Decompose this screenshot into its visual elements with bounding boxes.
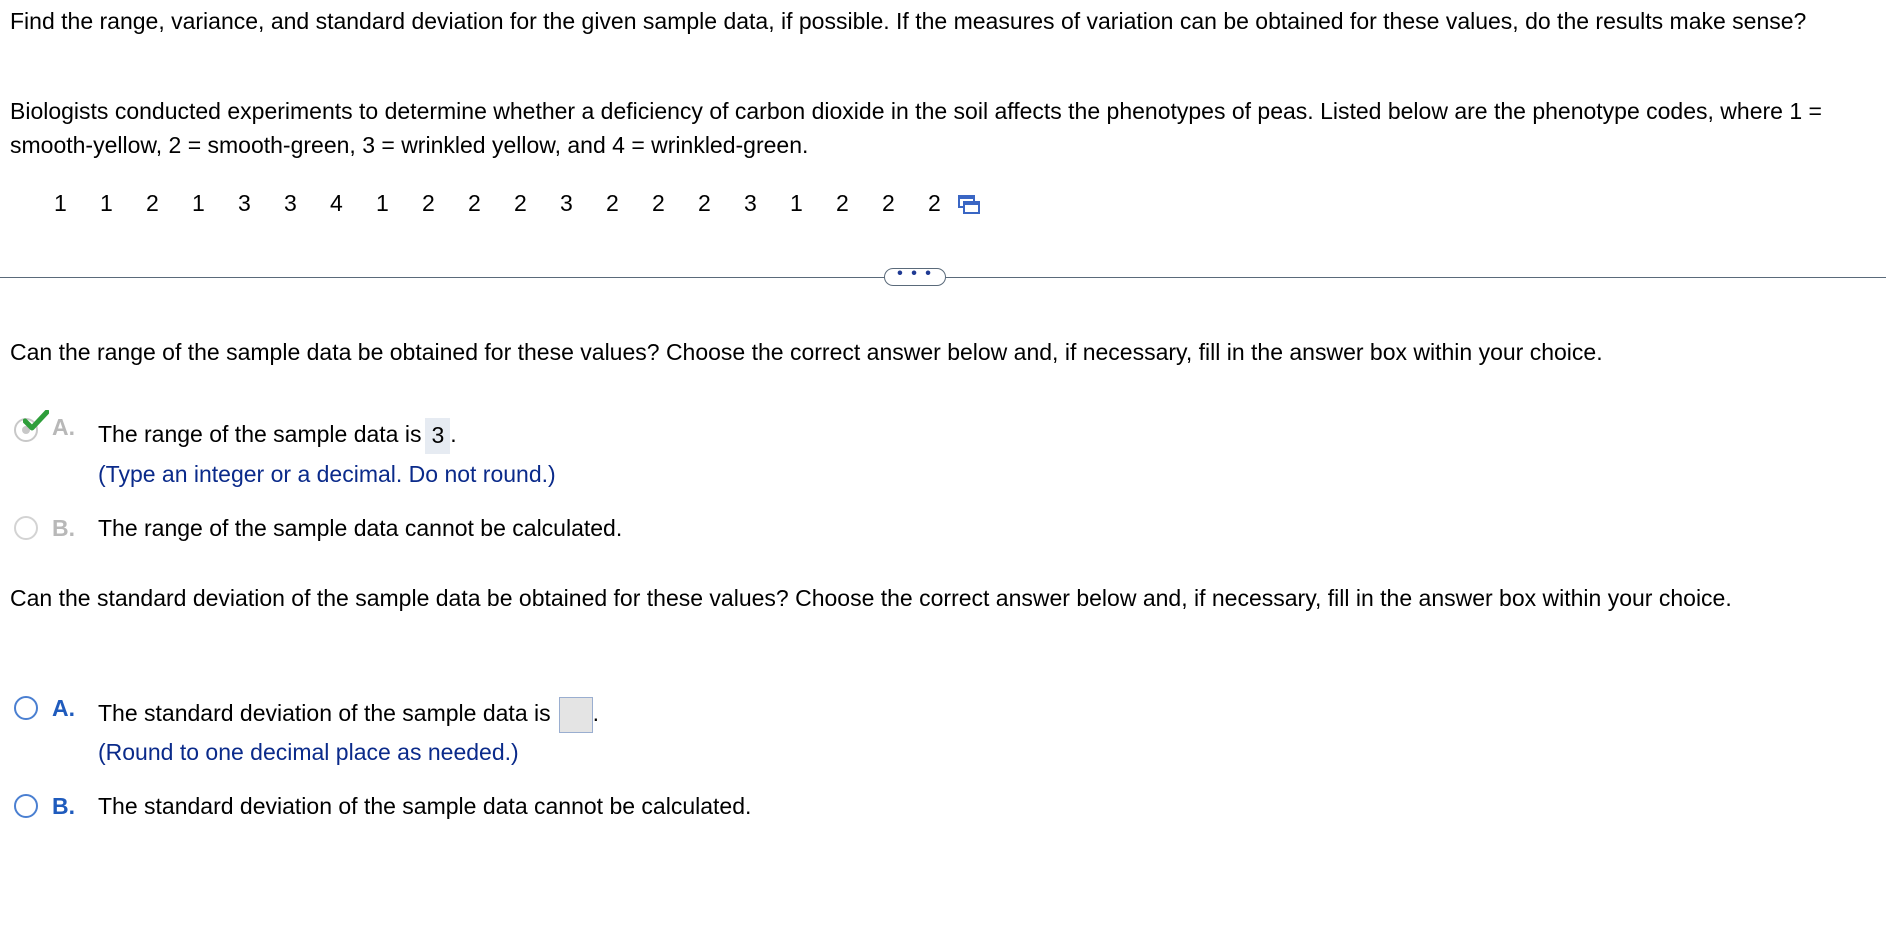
data-value: 1: [100, 189, 113, 216]
range-option-b-letter: B.: [52, 515, 75, 541]
data-value: 2: [836, 189, 849, 216]
data-value: 3: [744, 189, 757, 216]
stddev-option-a-letter: A.: [52, 695, 75, 721]
stddev-option-a-radio[interactable]: [14, 696, 38, 720]
range-option-a-letter: A.: [52, 414, 75, 440]
question-stddev-prompt: Can the standard deviation of the sample data be obtained for these values? Choose the correct answer below and, if necessary, fill in the answer box within your choice.: [10, 585, 1732, 611]
range-option-a-period: .: [450, 421, 457, 447]
more-button[interactable]: [884, 265, 946, 286]
range-option-b-text: The range of the sample data cannot be calculated.: [98, 515, 623, 541]
stddev-answer-box[interactable]: [559, 697, 593, 733]
data-value: 1: [790, 189, 803, 216]
data-value: 2: [698, 189, 711, 216]
stddev-option-a-period: .: [592, 700, 600, 726]
data-value: 3: [238, 189, 251, 216]
range-option-a-label: The range of the sample data is: [98, 421, 422, 447]
problem-context: Biologists conducted experiments to determine whether a deficiency of carbon dioxide in the soil affects the phenotypes of peas. Listed below are the phenotype codes, where 1 = smooth-yellow, 2 = smooth-green, 3 = wrinkled yellow, and 4 = wrinkled-green.: [10, 98, 1822, 158]
data-value: 3: [284, 189, 297, 216]
data-value: 2: [514, 189, 527, 216]
more-button-label: • • •: [897, 265, 933, 282]
stddev-option-b-radio[interactable]: [14, 794, 38, 818]
stddev-option-a-hint: (Round to one decimal place as needed.): [98, 739, 519, 765]
copy-data-icon-svg: [958, 195, 980, 215]
data-value: 1: [54, 189, 67, 216]
data-value: 2: [882, 189, 895, 216]
stddev-option-a-text: [98, 696, 599, 733]
problem-instruction: Find the range, variance, and standard deviation for the given sample data, if possible. If the measures of variation can be obtained for these values, do the results make sense?: [10, 8, 1807, 34]
stddev-option-b-text: The standard deviation of the sample data cannot be calculated.: [98, 793, 752, 819]
range-answer-box[interactable]: 3: [425, 418, 450, 454]
range-option-a-text: [98, 417, 457, 454]
data-value: 4: [330, 189, 343, 216]
data-value: 2: [606, 189, 619, 216]
stddev-option-a-label: The standard deviation of the sample data is: [98, 700, 551, 726]
data-value: 2: [146, 189, 159, 216]
data-value: 2: [928, 189, 941, 216]
data-value: 2: [422, 189, 435, 216]
data-value: 1: [192, 189, 205, 216]
range-option-a-hint: (Type an integer or a decimal. Do not round.): [98, 461, 556, 487]
sample-data-list: [54, 186, 948, 220]
data-value: 2: [468, 189, 481, 216]
check-icon: [23, 410, 49, 432]
range-option-b-radio[interactable]: [14, 516, 38, 540]
stddev-option-b-letter: B.: [52, 793, 75, 819]
copy-data-icon[interactable]: [958, 195, 980, 215]
data-value: 2: [652, 189, 665, 216]
data-value: 3: [560, 189, 573, 216]
data-value: 1: [376, 189, 389, 216]
question-range-prompt: Can the range of the sample data be obtained for these values? Choose the correct answer below and, if necessary, fill in the answer box within your choice.: [10, 339, 1603, 365]
